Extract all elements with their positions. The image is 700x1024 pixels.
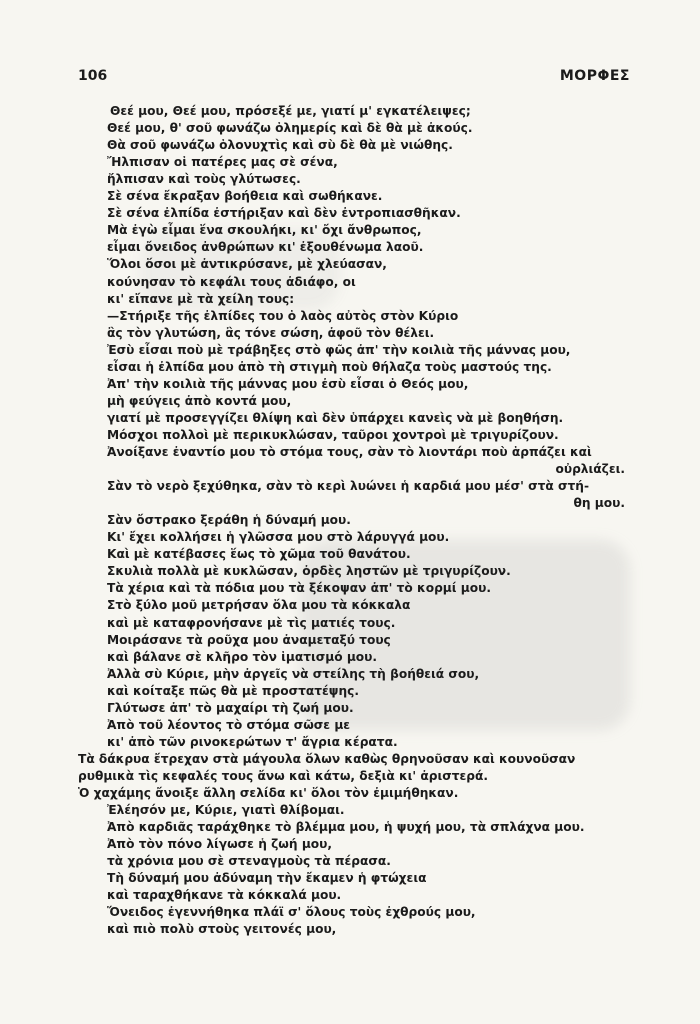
text-line: Ἀλλὰ σὺ Κύριε, μὴν ἀργεῖς νὰ στείλης τὴ βοήθειά σου, xyxy=(107,666,480,681)
text-line: Μὰ ἐγὼ εἶμαι ἕνα σκουλήκι, κι' ὄχι ἄνθρωπος, xyxy=(107,223,422,238)
text-line: Μοιράσανε τὰ ροῦχα μου ἀναμεταξύ τους xyxy=(107,632,391,647)
text-line: καὶ κοίταξε πῶς θὰ μὲ προστατέψης. xyxy=(107,683,360,698)
text-line: Ἐσὺ εἶσαι ποὺ μὲ τράβηξες στὸ φῶς ἀπ' τὴν κοιλιὰ τῆς μάννας μου, xyxy=(107,342,571,357)
text-line: ρυθμικὰ τὶς κεφαλές τους ἄνω καὶ κάτω, δεξιὰ κι' ἀριστερά. xyxy=(78,768,489,783)
text-line: Ἀπ' τὴν κοιλιὰ τῆς μάννας μου ἐσὺ εἶσαι ὁ Θεός μου, xyxy=(107,376,469,391)
text-line: κι' εἴπανε μὲ τὰ χείλη τους: xyxy=(107,291,295,306)
text-line: Θὰ σοῦ φωνάζω ὁλονυχτὶς καὶ σὺ δὲ θὰ μὲ νιώθης. xyxy=(107,138,453,153)
text-line: μὴ φεύγεις ἀπὸ κοντά μου, xyxy=(107,393,292,408)
running-title: ΜΟΡΦΕΣ xyxy=(559,68,630,84)
text-line: Θεέ μου, Θεέ μου, πρόσεξέ με, γιατί μ' εγκατέλειψες; xyxy=(110,104,471,118)
text-line: γιατί μὲ προσεγγίζει θλίψη καὶ δὲν ὑπάρχει κανεὶς νὰ μὲ βοηθήση. xyxy=(107,410,564,425)
text-line: καὶ βάλανε σὲ κλῆρο τὸν ἱματισμό μου. xyxy=(107,649,378,664)
text-line: καὶ μὲ καταφρονήσανε μὲ τὶς ματιές τους. xyxy=(107,615,396,630)
text-line: —Στήριξε τῆς ἐλπίδες του ὁ λαὸς αὐτὸς στὸν Κύριο xyxy=(107,308,459,323)
text-line: εἶμαι ὄνειδος ἀνθρώπων κι' ἐξουθένωμα λαοῦ. xyxy=(107,240,424,255)
page-header xyxy=(78,68,630,88)
text-line: καὶ ταραχθήκανε τὰ κόκκαλά μου. xyxy=(107,888,342,903)
text-line: Ἀπὸ τὸν πόνο λίγωσε ἡ ζωή μου, xyxy=(107,837,333,852)
text-line: Σὲ σένα ἐλπίδα ἐστήριξαν καὶ δὲν ἐντροπιασθῆκαν. xyxy=(107,206,461,221)
text-line: κι' ἀπὸ τῶν ρινοκερώτων τ' ἄγρια κέρατα. xyxy=(107,734,398,749)
text-line: Μόσχοι πολλοὶ μὲ περικυκλώσαν, ταῦροι χοντροὶ μὲ τριγυρίζουν. xyxy=(107,427,559,442)
text-line: Ὁ χαχάμης ἄνοιξε ἄλλη σελίδα κι' ὅλοι τὸν ἐμιμήθηκαν. xyxy=(78,786,459,800)
text-line: Σκυλιὰ πολλὰ μὲ κυκλῶσαν, ὀρδὲς ληστῶν μὲ τριγυρίζουν. xyxy=(107,564,511,579)
text-line: Κι' ἔχει κολλήσει ἡ γλῶσσα μου στὸ λάρυγγά μου. xyxy=(107,530,450,545)
text-line: Σὰν ὄστρακο ξεράθη ἡ δύναμή μου. xyxy=(107,513,351,528)
text-line: Σὰν τὸ νερὸ ξεχύθηκα, σὰν τὸ κερὶ λυώνει ἡ καρδιά μου μέσ' στὰ στή- xyxy=(107,479,590,494)
text-line: Ἀπὸ καρδιᾶς ταράχθηκε τὸ βλέμμα μου, ἡ ψυχή μου, τὰ σπλάχνα μου. xyxy=(107,820,585,835)
text-line: καὶ πιὸ πολὺ στοὺς γειτονές μου, xyxy=(107,922,337,937)
text-line: Στὸ ξύλο μοῦ μετρήσαν ὅλα μου τὰ κόκκαλα xyxy=(107,598,411,613)
text-line: Ὄνειδος ἐγεννήθηκα πλάϊ σ' ὅλους τοὺς ἐχθρούς μου, xyxy=(107,905,476,920)
text-line: κούνησαν τὸ κεφάλι τους ἀδιάφο, οι xyxy=(107,274,356,289)
text-line: Τὰ δάκρυα ἔτρεχαν στὰ μάγουλα ὅλων καθὼς θρηνοῦσαν καὶ κουνοῦσαν xyxy=(78,751,576,766)
text-line: Τὰ χέρια καὶ τὰ πόδια μου τὰ ξέκοψαν ἀπ' τὸ κορμί μου. xyxy=(107,581,491,596)
text-line: Γλύτωσε ἀπ' τὸ μαχαίρι τὴ ζωή μου. xyxy=(107,700,354,715)
text-line: Καὶ μὲ κατέβασες ἕως τὸ χῶμα τοῦ θανάτου. xyxy=(107,547,411,562)
text-line: Ἤλπισαν οἱ πατέρες μας σὲ σένα, xyxy=(107,155,338,170)
text-line: Σὲ σένα ἔκραξαν βοήθεια καὶ σωθήκανε. xyxy=(107,189,383,204)
text-line: Ἀνοίξανε ἐναντίο μου τὸ στόμα τους, σὰν τὸ λιοντάρι ποὺ ἁρπάζει καὶ xyxy=(107,445,592,459)
text-line: Τὴ δύναμή μου ἀδύναμη τὴν ἔκαμεν ἡ φτώχεια xyxy=(107,871,427,886)
text-line: οὐρλιάζει. xyxy=(555,462,625,477)
text-line: θη μου. xyxy=(573,496,625,511)
text-line: Ὅλοι ὅσοι μὲ ἀντικρύσανε, μὲ χλεύασαν, xyxy=(107,257,387,272)
text-line: εἶσαι ἡ ἐλπίδα μου ἀπὸ τὴ στιγμὴ ποὺ θήλαζα τοὺς μαστούς της. xyxy=(107,359,552,374)
text-line: Ἀπὸ τοῦ λέοντος τὸ στόμα σῶσε με xyxy=(107,717,351,732)
text-line: ἂς τὸν γλυτώση, ἂς τόνε σώση, ἀφοῦ τὸν θέλει. xyxy=(107,325,435,340)
page-number: 106 xyxy=(78,68,108,84)
text-line: Θεέ μου, θ' σοῦ φωνάζω ὁλημερίς καὶ δὲ θὰ μὲ ἀκούς. xyxy=(107,121,473,136)
text-line: Ἐλέησόν με, Κύριε, γιατὶ θλίβομαι. xyxy=(107,803,345,818)
text-line: ἤλπισαν καὶ τοὺς γλύτωσες. xyxy=(107,172,301,187)
text-line: τὰ χρόνια μου σὲ στεναγμοὺς τὰ πέρασα. xyxy=(107,854,391,869)
